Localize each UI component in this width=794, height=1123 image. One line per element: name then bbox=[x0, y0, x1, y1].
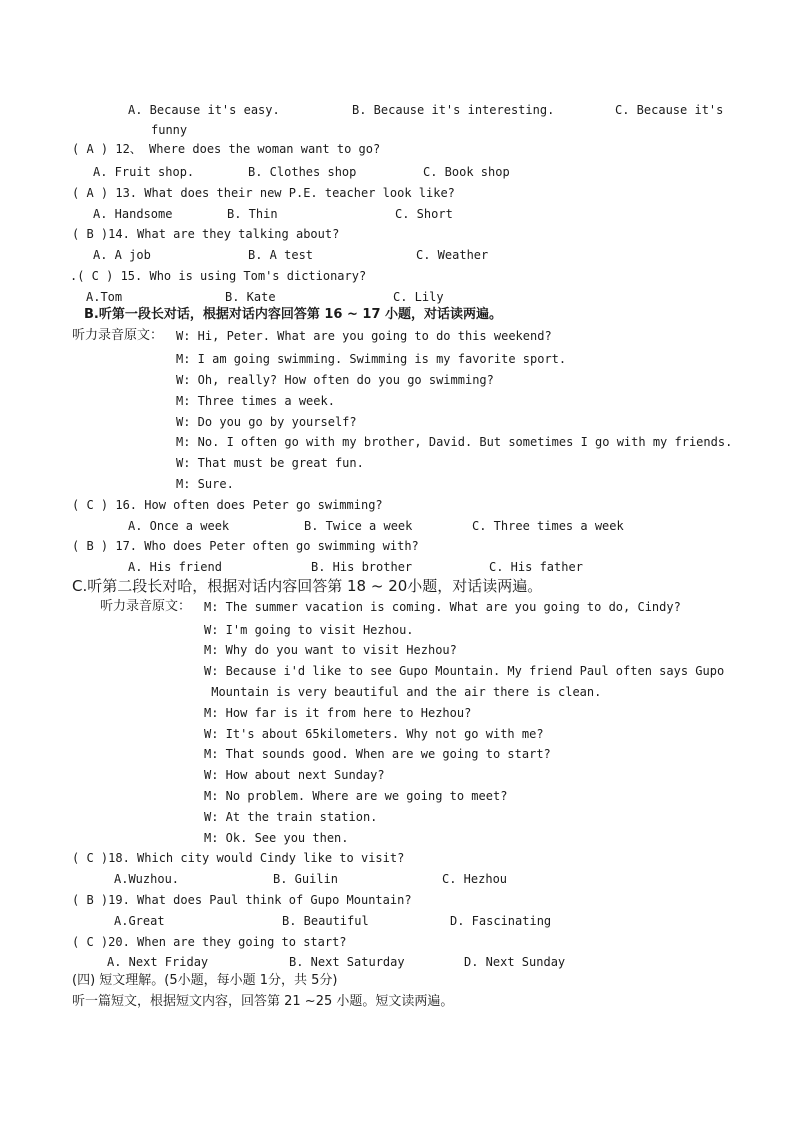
q17-option-c: C. His father bbox=[489, 560, 583, 574]
q20-option-d: D. Next Sunday bbox=[464, 955, 566, 969]
section-b-transcript-line: M: Sure. bbox=[176, 477, 234, 491]
q17-option-b: B. His brother bbox=[311, 560, 413, 574]
q19-option-d: D. Fascinating bbox=[450, 914, 552, 928]
section-b-transcript-line: W: Oh, really? How often do you go swimming? bbox=[176, 373, 494, 387]
q19-question: ( B )19. What does Paul think of Gupo Mountain? bbox=[72, 893, 412, 907]
q15-option-c: C. Lily bbox=[393, 290, 444, 304]
q19-option-a: A.Great bbox=[114, 914, 165, 928]
section-b-heading: B.听第一段长对话，根据对话内容回答第 16 ~ 17 小题，对话读两遍。 bbox=[84, 307, 503, 322]
q16-option-a: A. Once a week bbox=[128, 519, 230, 533]
section-c-transcript-line: Mountain is very beautiful and the air there is clean. bbox=[204, 685, 602, 699]
section-b-transcript-label: 听力录音原文： bbox=[72, 328, 164, 343]
q18-option-b: B. Guilin bbox=[273, 872, 339, 886]
q14-option-a: A. A job bbox=[93, 248, 151, 262]
q13-option-a: A. Handsome bbox=[93, 207, 173, 221]
q14-question: ( B )14. What are they talking about? bbox=[72, 227, 340, 241]
q12-option-a: A. Fruit shop. bbox=[93, 165, 195, 179]
q13-option-c: C. Short bbox=[395, 207, 453, 221]
section-c-heading: C.听第二段长对哈，根据对话内容回答第 18 ~ 20小题，对话读两遍。 bbox=[72, 577, 543, 595]
section-4-instruction: 听一篇短文，根据短文内容，回答第 21 ~25 小题。短文读两遍。 bbox=[72, 994, 454, 1009]
q17-question: ( B ) 17. Who does Peter often go swimming with? bbox=[72, 539, 419, 553]
q11-option-c-continued: funny bbox=[151, 123, 188, 137]
section-c-transcript-line: M: That sounds good. When are we going to start? bbox=[204, 747, 551, 761]
q11-option-c: C. Because it's bbox=[615, 103, 724, 117]
section-c-transcript-line: M: Ok. See you then. bbox=[204, 831, 349, 845]
section-b-transcript-line: M: I am going swimming. Swimming is my favorite sport. bbox=[176, 352, 567, 366]
q19-option-b: B. Beautiful bbox=[282, 914, 369, 928]
q16-option-b: B. Twice a week bbox=[304, 519, 413, 533]
section-c-transcript-line: M: How far is it from here to Hezhou? bbox=[204, 706, 472, 720]
q12-option-c: C. Book shop bbox=[423, 165, 510, 179]
q11-option-a: A. Because it's easy. bbox=[128, 103, 280, 117]
q20-option-b: B. Next Saturday bbox=[289, 955, 405, 969]
q18-option-a: A.Wuzhou. bbox=[114, 872, 180, 886]
q20-question: ( C )20. When are they going to start? bbox=[72, 935, 347, 949]
q17-option-a: A. His friend bbox=[128, 560, 222, 574]
q16-question: ( C ) 16. How often does Peter go swimming? bbox=[72, 498, 383, 512]
q20-option-a: A. Next Friday bbox=[107, 955, 209, 969]
q11-option-b: B. Because it's interesting. bbox=[352, 103, 555, 117]
section-b-transcript-line: W: Do you go by yourself? bbox=[176, 415, 357, 429]
section-c-transcript-line: W: It's about 65kilometers. Why not go with me? bbox=[204, 727, 544, 741]
q18-option-c: C. Hezhou bbox=[442, 872, 508, 886]
section-c-transcript-label: 听力录音原文： bbox=[100, 599, 192, 614]
section-c-transcript-line: M: Why do you want to visit Hezhou? bbox=[204, 643, 457, 657]
q14-option-c: C. Weather bbox=[416, 248, 489, 262]
section-b-transcript-line: W: Hi, Peter. What are you going to do this weekend? bbox=[176, 329, 552, 343]
q18-question: ( C )18. Which city would Cindy like to visit? bbox=[72, 851, 405, 865]
q13-question: ( A ) 13. What does their new P.E. teacher look like? bbox=[72, 186, 455, 200]
q15-option-a: A.Tom bbox=[86, 290, 123, 304]
section-b-transcript-line: M: Three times a week. bbox=[176, 394, 335, 408]
section-b-transcript-line: M: No. I often go with my brother, David. But sometimes I go with my friends. bbox=[176, 435, 733, 449]
section-c-transcript-line: W: Because i'd like to see Gupo Mountain. My friend Paul often says Gupo bbox=[204, 664, 725, 678]
q14-option-b: B. A test bbox=[248, 248, 314, 262]
section-c-transcript-line: W: At the train station. bbox=[204, 810, 378, 824]
q16-option-c: C. Three times a week bbox=[472, 519, 624, 533]
q13-option-b: B. Thin bbox=[227, 207, 278, 221]
section-b-transcript-line: W: That must be great fun. bbox=[176, 456, 364, 470]
section-4-heading: (四) 短文理解。(5小题，每小题 1分，共 5分) bbox=[72, 973, 338, 988]
q15-option-b: B. Kate bbox=[225, 290, 276, 304]
q12-option-b: B. Clothes shop bbox=[248, 165, 357, 179]
q15-question: .( C ) 15. Who is using Tom's dictionary? bbox=[70, 269, 367, 283]
q12-question: ( A ) 12、 Where does the woman want to go? bbox=[72, 142, 381, 156]
section-c-transcript-line: W: How about next Sunday? bbox=[204, 768, 385, 782]
section-c-transcript-line: W: I'm going to visit Hezhou. bbox=[204, 623, 414, 637]
section-c-transcript-line: M: No problem. Where are we going to meet? bbox=[204, 789, 508, 803]
section-c-transcript-line: M: The summer vacation is coming. What are you going to do, Cindy? bbox=[204, 600, 681, 614]
